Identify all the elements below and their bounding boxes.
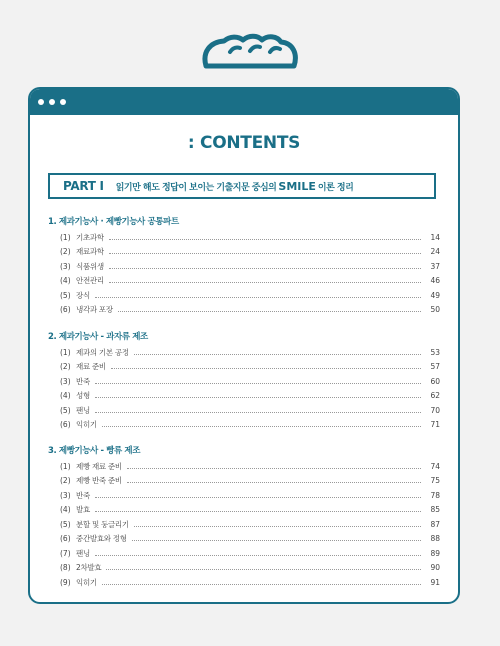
toc-text: 냉각과 포장 bbox=[76, 305, 113, 315]
toc-item[interactable] bbox=[48, 360, 440, 375]
toc-number: (2) bbox=[60, 247, 71, 257]
toc-section-2 bbox=[48, 330, 440, 432]
window-titlebar bbox=[30, 89, 458, 115]
toc-number: (4) bbox=[60, 276, 71, 286]
toc-page: 60 bbox=[430, 376, 440, 386]
toc-page: 88 bbox=[430, 534, 440, 544]
toc-page: 87 bbox=[430, 519, 440, 529]
toc-leader bbox=[109, 239, 421, 240]
toc-leader bbox=[111, 368, 421, 369]
toc-page: 91 bbox=[430, 577, 440, 587]
toc-item[interactable] bbox=[48, 345, 440, 360]
page-title: : CONTENTS bbox=[187, 133, 301, 153]
toc-number: (1) bbox=[60, 461, 71, 471]
toc-page: 75 bbox=[430, 476, 440, 486]
toc-page: 24 bbox=[430, 247, 440, 257]
toc-item[interactable] bbox=[48, 517, 440, 532]
toc-page: 90 bbox=[430, 563, 440, 573]
toc-number: (9) bbox=[60, 577, 71, 587]
toc-page: 70 bbox=[430, 405, 440, 415]
toc-number: (1) bbox=[60, 232, 71, 242]
toc-text: 분할 및 둥글리기 bbox=[76, 519, 129, 529]
toc-number: (6) bbox=[60, 305, 71, 315]
toc-text: 팬닝 bbox=[76, 405, 90, 415]
toc-leader bbox=[95, 497, 421, 498]
toc-page: 37 bbox=[430, 261, 440, 271]
toc-item[interactable] bbox=[48, 488, 440, 503]
toc-number: (3) bbox=[60, 261, 71, 271]
window-dot-icon bbox=[38, 99, 44, 105]
toc-item[interactable] bbox=[48, 303, 440, 318]
toc-number: (8) bbox=[60, 563, 71, 573]
toc-leader bbox=[106, 569, 421, 570]
toc-leader bbox=[95, 555, 421, 556]
toc-item[interactable] bbox=[48, 474, 440, 489]
toc-item[interactable] bbox=[48, 374, 440, 389]
toc-text: 2차발효 bbox=[76, 563, 102, 573]
toc-item[interactable] bbox=[48, 561, 440, 576]
toc-page: 50 bbox=[430, 305, 440, 315]
toc-page: 53 bbox=[430, 347, 440, 357]
toc-item[interactable] bbox=[48, 575, 440, 590]
toc-page: 62 bbox=[430, 391, 440, 401]
toc-page: 89 bbox=[430, 548, 440, 558]
toc-text: 제빵 반죽 준비 bbox=[76, 476, 122, 486]
toc-leader bbox=[109, 268, 421, 269]
toc-page: 85 bbox=[430, 505, 440, 515]
toc-item[interactable] bbox=[48, 403, 440, 418]
window-dot-icon bbox=[49, 99, 55, 105]
toc-page: 71 bbox=[430, 420, 440, 430]
toc-number: (5) bbox=[60, 290, 71, 300]
toc-leader bbox=[127, 468, 421, 469]
toc-leader bbox=[134, 526, 421, 527]
toc-number: (5) bbox=[60, 519, 71, 529]
toc-number: (2) bbox=[60, 362, 71, 372]
toc-text: 익히기 bbox=[76, 420, 97, 430]
contents-window bbox=[28, 87, 460, 604]
toc-number: (6) bbox=[60, 534, 71, 544]
toc-section-3 bbox=[48, 444, 440, 590]
toc-number: (5) bbox=[60, 405, 71, 415]
toc-text: 재료 준비 bbox=[76, 362, 106, 372]
toc-leader bbox=[95, 383, 421, 384]
toc-item[interactable] bbox=[48, 532, 440, 547]
toc-text: 익히기 bbox=[76, 577, 97, 587]
toc-item[interactable] bbox=[48, 389, 440, 404]
toc-page: 46 bbox=[430, 276, 440, 286]
toc-page: 78 bbox=[430, 490, 440, 500]
toc-text: 식품위생 bbox=[76, 261, 104, 271]
toc-leader bbox=[134, 354, 421, 355]
toc-leader bbox=[102, 426, 421, 427]
toc-item[interactable] bbox=[48, 230, 440, 245]
part-label: PART Ⅰ bbox=[63, 179, 104, 193]
toc-section-1 bbox=[48, 215, 440, 317]
toc-text: 장식 bbox=[76, 290, 90, 300]
toc-text: 재료과학 bbox=[76, 247, 104, 257]
toc-number: (4) bbox=[60, 505, 71, 515]
toc-text: 성형 bbox=[76, 391, 90, 401]
toc-text: 기초과학 bbox=[76, 232, 104, 242]
toc-number: (6) bbox=[60, 420, 71, 430]
toc-text: 반죽 bbox=[76, 490, 90, 500]
toc-number: (3) bbox=[60, 490, 71, 500]
toc-leader bbox=[127, 482, 421, 483]
bread-icon bbox=[200, 32, 300, 72]
toc-leader bbox=[118, 311, 421, 312]
toc-leader bbox=[102, 584, 421, 585]
toc-leader bbox=[132, 540, 421, 541]
toc-text: 제빵 재료 준비 bbox=[76, 461, 122, 471]
part-header bbox=[48, 173, 436, 199]
toc-leader bbox=[95, 397, 421, 398]
toc-item[interactable] bbox=[48, 459, 440, 474]
toc-page: 14 bbox=[430, 232, 440, 242]
part-description: 읽기만 해도 정답이 보이는 기출지문 중심의 bbox=[115, 182, 277, 193]
part-description-suffix: 이론 정리 bbox=[317, 182, 354, 193]
toc-page: 74 bbox=[430, 461, 440, 471]
toc-leader bbox=[109, 253, 421, 254]
toc-item[interactable] bbox=[48, 288, 440, 303]
toc-text: 안전관리 bbox=[76, 276, 104, 286]
toc-text: 발효 bbox=[76, 505, 90, 515]
toc-item[interactable] bbox=[48, 245, 440, 260]
window-dot-icon bbox=[60, 99, 66, 105]
toc-leader bbox=[95, 297, 421, 298]
toc-number: (3) bbox=[60, 376, 71, 386]
toc-text: 팬닝 bbox=[76, 548, 90, 558]
toc-number: (2) bbox=[60, 476, 71, 486]
toc-item[interactable] bbox=[48, 546, 440, 561]
toc-text: 반죽 bbox=[76, 376, 90, 386]
toc-leader bbox=[109, 282, 421, 283]
toc-number: (7) bbox=[60, 548, 71, 558]
toc-number: (4) bbox=[60, 391, 71, 401]
toc-text: 제과의 기본 공정 bbox=[76, 347, 129, 357]
toc-leader bbox=[95, 511, 421, 512]
toc-page: 49 bbox=[430, 290, 440, 300]
section-title: 2. 제과기능사 - 과자류 제조 bbox=[48, 332, 148, 342]
toc-item[interactable] bbox=[48, 503, 440, 518]
toc-item[interactable] bbox=[48, 259, 440, 274]
part-description-emphasis: SMILE bbox=[278, 179, 316, 193]
section-title: 3. 제빵기능사 - 빵류 제조 bbox=[48, 446, 141, 456]
toc-item[interactable] bbox=[48, 418, 440, 433]
toc-number: (1) bbox=[60, 347, 71, 357]
section-title: 1. 제과기능사 · 제빵기능사 공통파트 bbox=[48, 217, 179, 227]
toc-item[interactable] bbox=[48, 274, 440, 289]
toc-page: 57 bbox=[430, 362, 440, 372]
toc-leader bbox=[95, 412, 421, 413]
toc-text: 중간발효와 정형 bbox=[76, 534, 127, 544]
